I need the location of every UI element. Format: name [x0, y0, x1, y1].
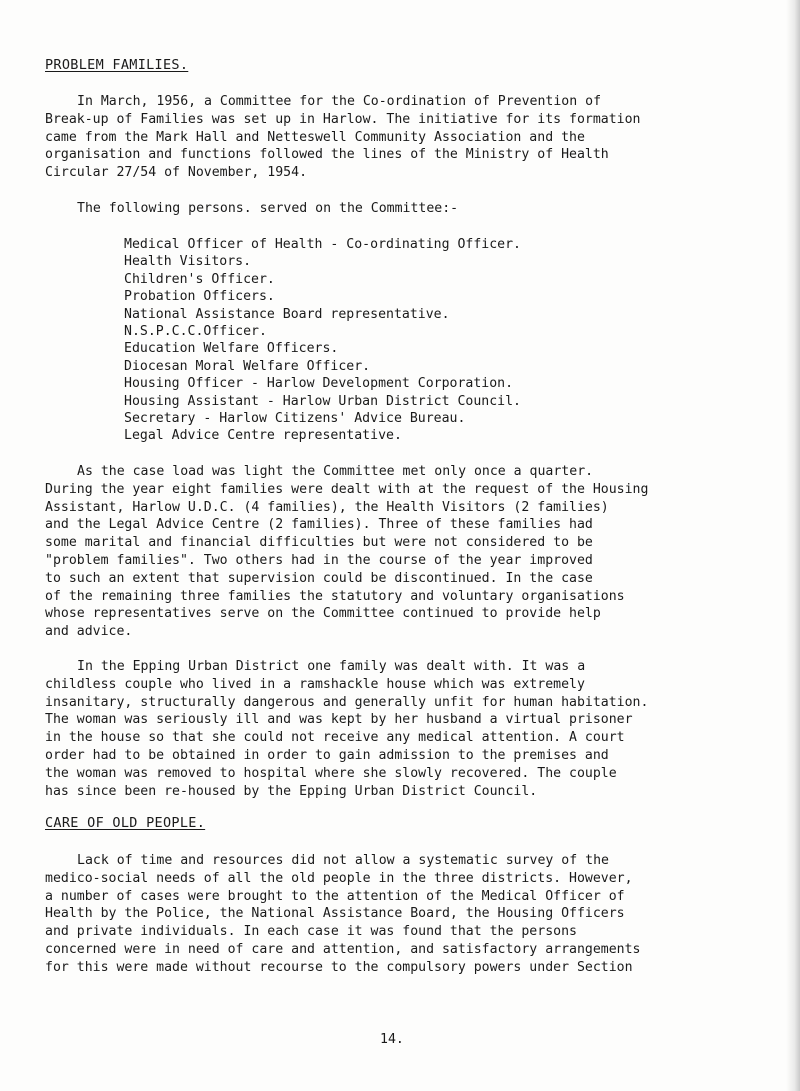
paragraph-committee-formation: In March, 1956, a Committee for the Co-ordination of Prevention of Break-up of Families was set up in Harlow. The initiative for its formation came from the Mark Hall and Netteswell Community Association and the organisation and functions followed the lines of the Ministry of Health Circular 27/54 of November, 1954.	[45, 94, 641, 181]
paragraph-old-people-care: Lack of time and resources did not allow a systematic survey of the medico-social needs of all the old people in the three districts. However, a number of cases were brought to the attention of the Medical Officer of Health by the Police, the National Assistance Board, the Housing Officers and private individuals. In each case it was found that the persons concerned were in need of care and attention, and satisfactory arrangements for this were made without recourse to the compulsory powers under Section	[45, 853, 641, 975]
paragraph-case-load: As the case load was light the Committee met only once a quarter. During the year eight families were dealt with at the request of the Housing Assistant, Harlow U.D.C. (4 families), the Health Visitors (2 families) and the Legal Advice Centre (2 families). Three of these families had some marital and financial difficulties but were not considered to be "problem families". Two others had in the course of the year improved to such an extent that supervision could be discontinued. In the case of the remaining three families the statutory and voluntary organisations whose representatives serve on the Committee continued to provide help and advice.	[45, 464, 649, 640]
list-item: Medical Officer of Health - Co-ordinating Officer.	[124, 237, 521, 252]
list-item: Secretary - Harlow Citizens' Advice Bureau.	[124, 411, 466, 427]
list-item: Legal Advice Centre representative.	[124, 428, 402, 444]
list-item: Housing Assistant - Harlow Urban District Council.	[124, 393, 521, 409]
list-item: Education Welfare Officers.	[124, 341, 339, 357]
section-heading-care-of-old-people: CARE OF OLD PEOPLE.	[45, 815, 206, 831]
page-number: 14.	[380, 1032, 404, 1047]
list-item: National Assistance Board representative.	[124, 306, 450, 322]
list-item: N.S.P.C.C.Officer.	[124, 324, 267, 340]
section-heading-problem-families: PROBLEM FAMILIES.	[45, 57, 189, 73]
list-item: Housing Officer - Harlow Development Corporation.	[124, 376, 514, 392]
list-item: Children's Officer.	[124, 271, 275, 287]
committee-member-list	[124, 236, 521, 445]
list-item: Diocesan Moral Welfare Officer.	[124, 358, 371, 374]
paragraph-epping-case: In the Epping Urban District one family was dealt with. It was a childless couple who lived in a ramshackle house which was extremely insanitary, structurally dangerous and generally unfit for human habitation. The woman was seriously ill and was kept by her husband a virtual prisoner in the house so that she could not receive any medical attention. A court order had to be obtained in order to gain admission to the premises and the woman was removed to hospital where she slowly recovered. The couple has since been re-housed by the Epping Urban District Council.	[45, 659, 649, 799]
page-edge-shadow	[786, 0, 800, 1091]
list-item: Health Visitors.	[124, 254, 252, 270]
list-item: Probation Officers.	[124, 289, 275, 305]
paragraph-committee-members-intro: The following persons. served on the Committee:-	[77, 201, 459, 216]
